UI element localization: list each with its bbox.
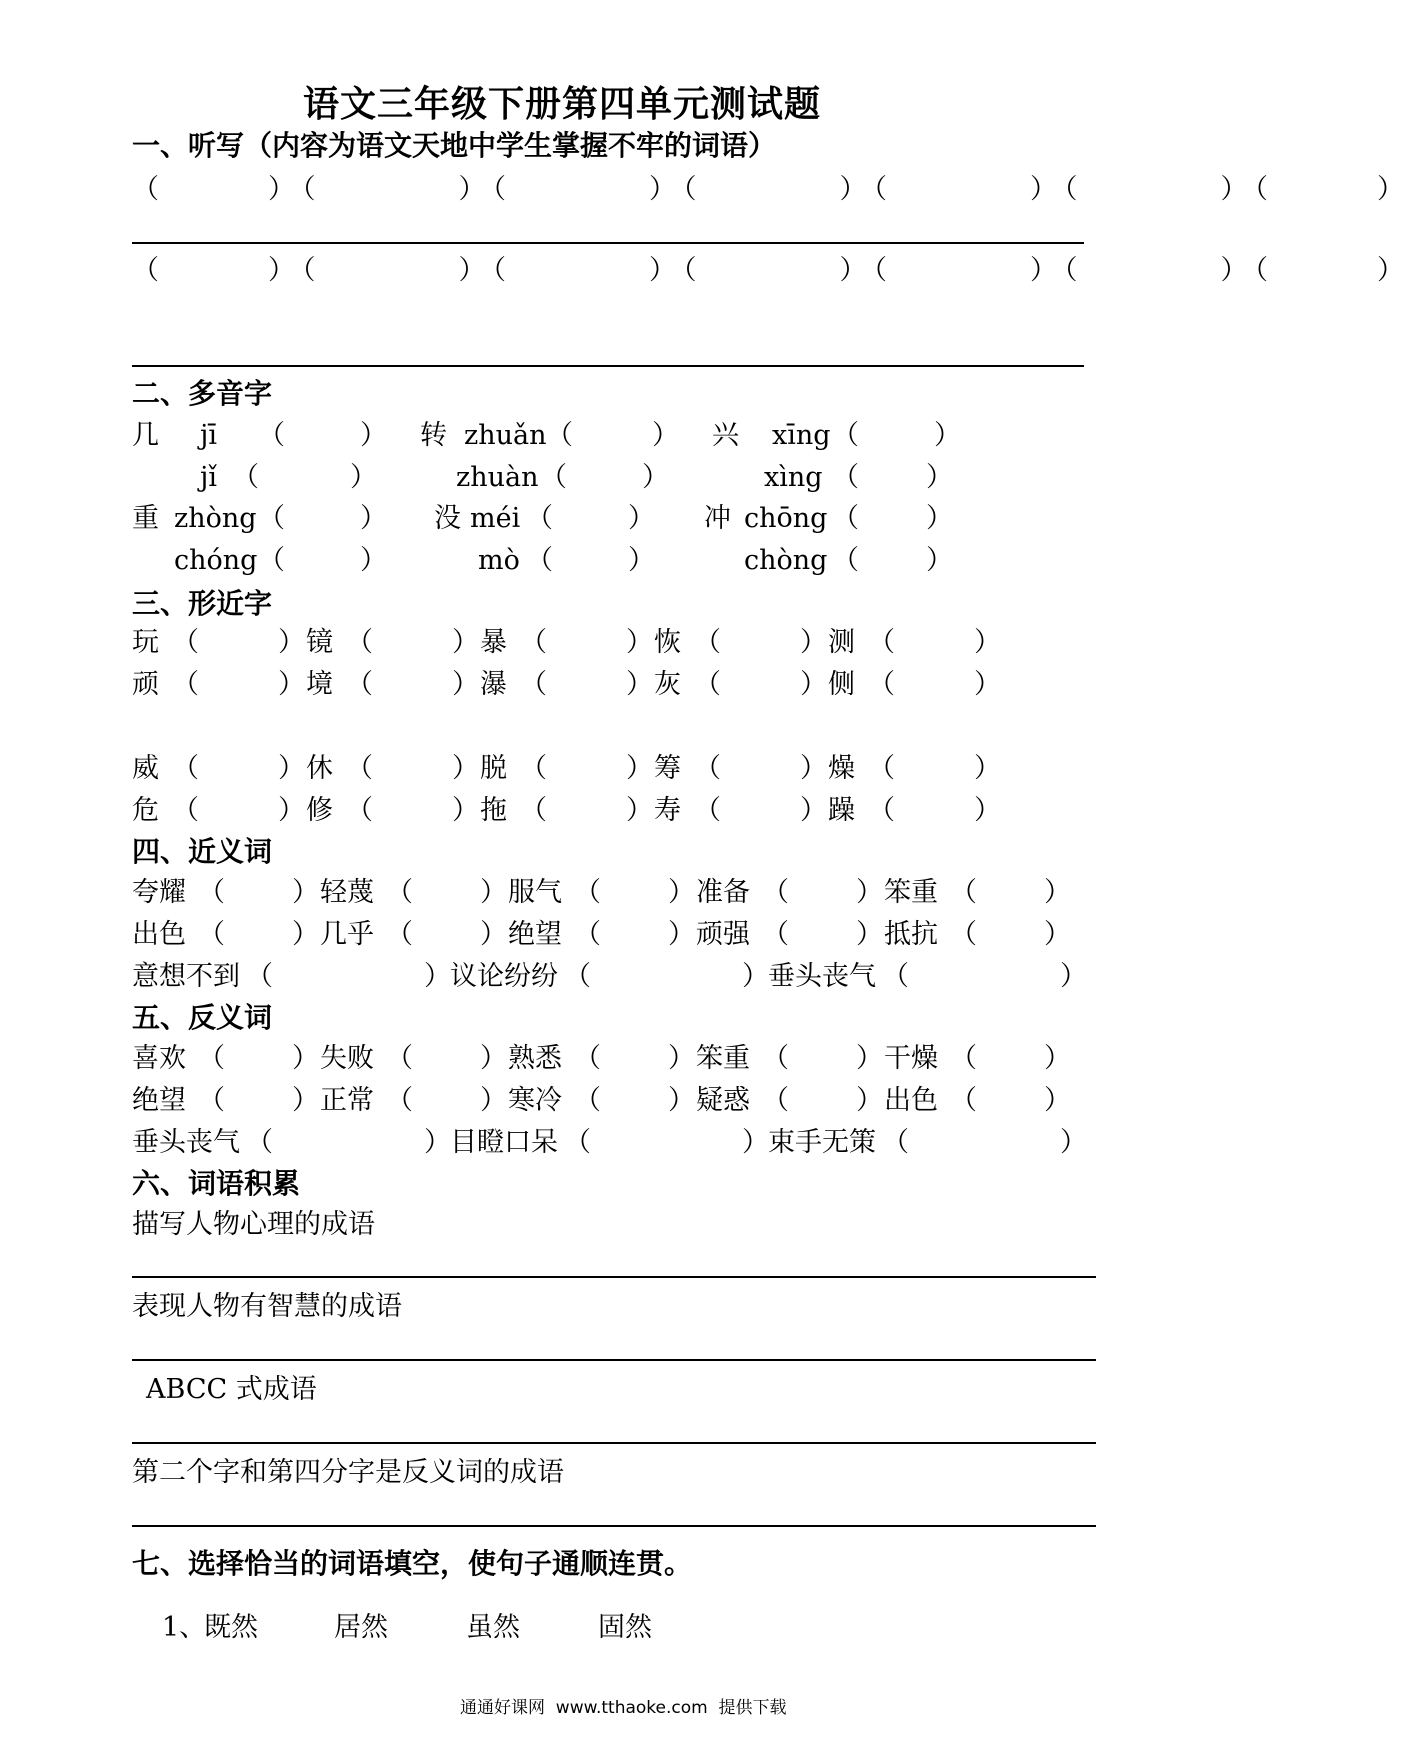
- paren-open: （: [762, 1043, 789, 1074]
- paren-open: （: [694, 795, 721, 826]
- similar-char: 玩: [132, 627, 159, 658]
- paren-close: ）: [452, 669, 479, 700]
- paren-open: （: [346, 753, 373, 784]
- paren-open: （: [520, 627, 547, 658]
- paren-open: （: [868, 753, 895, 784]
- paren-close: ）: [742, 961, 769, 992]
- word: 出色: [884, 1085, 938, 1116]
- paren-open: （: [950, 1043, 977, 1074]
- paren-close: ）: [480, 919, 507, 950]
- word: 垂头丧气: [768, 961, 876, 992]
- page-title: 语文三年级下册第四单元测试题: [303, 83, 822, 125]
- word: 喜欢: [132, 1043, 186, 1074]
- paren-open: （: [950, 1085, 977, 1116]
- word-option: 居然: [334, 1612, 388, 1643]
- paren-close: ）: [974, 669, 1001, 700]
- paren-close: ）: [452, 795, 479, 826]
- poly-char: 冲: [704, 503, 731, 534]
- paren-close: ）: [668, 877, 695, 908]
- word-option: 既然: [204, 1612, 258, 1643]
- poly-pinyin: jī: [200, 420, 218, 451]
- word: 出色: [132, 919, 186, 950]
- similar-char: 拖: [480, 795, 507, 826]
- paren-close: ）: [668, 1085, 695, 1116]
- paren-close: ）: [292, 877, 319, 908]
- word: 正常: [320, 1085, 374, 1116]
- word: 束手无策: [768, 1127, 876, 1158]
- paren-open: （: [346, 627, 373, 658]
- paren-close: ）: [800, 669, 827, 700]
- paren-close: ）: [480, 1085, 507, 1116]
- poly-pinyin: xìng: [764, 462, 823, 493]
- paren-close: ）: [424, 1127, 451, 1158]
- paren-open: （: [950, 877, 977, 908]
- paren-close: ）: [480, 877, 507, 908]
- word: 垂头丧气: [132, 1127, 240, 1158]
- paren-open: （: [198, 1043, 225, 1074]
- paren-close: ）: [974, 627, 1001, 658]
- poly-pinyin: zhòng: [174, 503, 257, 534]
- poly-pinyin: xīng: [772, 420, 831, 451]
- paren-open: （: [694, 627, 721, 658]
- word: 抵抗: [884, 919, 938, 950]
- paren-close: ）: [278, 669, 305, 700]
- section-heading-fill-in: 七、选择恰当的词语填空，使句子通顺连贯。: [132, 1547, 693, 1580]
- paren-open: （: [694, 669, 721, 700]
- paren-open: （: [762, 1085, 789, 1116]
- poly-pinyin: jǐ: [200, 462, 218, 493]
- answer-line: [132, 1276, 1096, 1278]
- paren-open: （: [564, 961, 591, 992]
- paren-close: ）: [800, 627, 827, 658]
- paren-close: ）: [626, 627, 653, 658]
- paren-open: （: [198, 1085, 225, 1116]
- similar-char: 躁: [828, 795, 855, 826]
- paren-open: （: [868, 669, 895, 700]
- paren-open: （: [386, 1043, 413, 1074]
- word: 笨重: [884, 877, 938, 908]
- paren-close: ）: [1044, 919, 1071, 950]
- vocab-prompt-1: 描写人物心理的成语: [132, 1209, 375, 1240]
- paren-open: （: [386, 877, 413, 908]
- similar-char: 脱: [480, 753, 507, 784]
- writing-line: [132, 242, 1084, 244]
- paren-open: （: [868, 627, 895, 658]
- paren-close: ）: [626, 669, 653, 700]
- paren-open: （: [172, 627, 199, 658]
- page-footer: 通通好课网 www.tthaoke.com 提供下载: [460, 1698, 787, 1718]
- similar-char: 燥: [828, 753, 855, 784]
- question-number: 1、: [162, 1612, 207, 1643]
- answer-line: [132, 1525, 1096, 1527]
- answer-line: [132, 1359, 1096, 1361]
- poly-pinyin: chōng: [744, 503, 828, 534]
- poly-pinyin: chòng: [744, 545, 828, 576]
- paren-close: ）: [668, 919, 695, 950]
- word: 夸耀: [132, 877, 186, 908]
- paren-open: （: [574, 877, 601, 908]
- paren-close: ）: [668, 1043, 695, 1074]
- paren-open: （: [346, 669, 373, 700]
- paren-open: （: [246, 961, 273, 992]
- answer-line: [132, 1442, 1096, 1444]
- paren-open: （: [198, 919, 225, 950]
- paren-open: （: [386, 1085, 413, 1116]
- paren-close: ）: [292, 1085, 319, 1116]
- paren-close: ）: [278, 795, 305, 826]
- poly-pinyin: zhuàn: [456, 462, 539, 493]
- section-heading-dictation: 一、听写（内容为语文天地中学生掌握不牢的词语）: [132, 129, 777, 162]
- section-heading-vocabulary: 六、词语积累: [132, 1167, 301, 1200]
- word: 准备: [696, 877, 750, 908]
- paren-open: （: [172, 795, 199, 826]
- similar-char: 顽: [132, 669, 159, 700]
- paren-close: ）: [424, 961, 451, 992]
- paren-open: （: [950, 919, 977, 950]
- section-heading-antonyms: 五、反义词: [132, 1001, 273, 1034]
- word: 轻蔑: [320, 877, 374, 908]
- word: 寒冷: [508, 1085, 562, 1116]
- paren-close: ）: [626, 753, 653, 784]
- poly-pinyin: mò: [478, 545, 520, 576]
- paren-close: ）: [278, 753, 305, 784]
- similar-char: 镜: [306, 627, 333, 658]
- similar-char: 侧: [828, 669, 855, 700]
- paren-open: （: [882, 1127, 909, 1158]
- paren-close: ）: [974, 753, 1001, 784]
- similar-char: 恢: [654, 627, 681, 658]
- word: 议论纷纷: [450, 961, 558, 992]
- paren-close: ）: [452, 753, 479, 784]
- paren-open: （: [564, 1127, 591, 1158]
- word: 顽强: [696, 919, 750, 950]
- similar-char: 休: [306, 753, 333, 784]
- word: 失败: [320, 1043, 374, 1074]
- word: 意想不到: [132, 961, 240, 992]
- paren-close: ）: [452, 627, 479, 658]
- paren-close: ）: [856, 919, 883, 950]
- word: 服气: [508, 877, 562, 908]
- vocab-prompt-4: 第二个字和第四分字是反义词的成语: [132, 1457, 564, 1488]
- paren-close: ）: [626, 795, 653, 826]
- word: 熟悉: [508, 1043, 562, 1074]
- paren-open: （: [694, 753, 721, 784]
- paren-open: （: [762, 877, 789, 908]
- paren-close: ）: [292, 1043, 319, 1074]
- section-heading-synonyms: 四、近义词: [132, 835, 273, 868]
- paren-close: ）: [1060, 961, 1087, 992]
- paren-open: （: [574, 1085, 601, 1116]
- paren-open: （: [520, 669, 547, 700]
- paren-open: （: [346, 795, 373, 826]
- paren-close: ）: [856, 877, 883, 908]
- paren-close: ）: [742, 1127, 769, 1158]
- vocab-prompt-3: ABCC 式成语: [146, 1374, 317, 1405]
- paren-close: ）: [1044, 877, 1071, 908]
- paren-open: （: [520, 753, 547, 784]
- paren-open: （: [762, 919, 789, 950]
- paren-open: （: [574, 1043, 601, 1074]
- similar-char: 寿: [654, 795, 681, 826]
- paren-close: ）: [278, 627, 305, 658]
- paren-close: ）: [800, 795, 827, 826]
- word-option: 固然: [598, 1612, 652, 1643]
- writing-line: [132, 365, 1084, 367]
- similar-char: 暴: [480, 627, 507, 658]
- paren-close: ）: [856, 1043, 883, 1074]
- similar-char: 威: [132, 753, 159, 784]
- word: 绝望: [508, 919, 562, 950]
- poly-pinyin: méi: [470, 503, 521, 534]
- word: 目瞪口呆: [450, 1127, 558, 1158]
- poly-pinyin: chóng: [174, 545, 258, 576]
- vocab-prompt-2: 表现人物有智慧的成语: [132, 1291, 402, 1322]
- poly-char: 转: [420, 420, 447, 451]
- poly-char: 重: [132, 503, 159, 534]
- dictation-row-1: （ ）（ ）（ ）（ ）（ ）（ ）（ ）: [132, 174, 1411, 205]
- word: 几乎: [320, 919, 374, 950]
- similar-char: 筹: [654, 753, 681, 784]
- similar-char: 瀑: [480, 669, 507, 700]
- dictation-row-2: （ ）（ ）（ ）（ ）（ ）（ ）（ ）: [132, 255, 1411, 286]
- paren-open: （: [172, 753, 199, 784]
- paren-open: （: [172, 669, 199, 700]
- paren-close: ）: [480, 1043, 507, 1074]
- section-heading-similar-chars: 三、形近字: [132, 587, 273, 620]
- paren-open: （: [246, 1127, 273, 1158]
- paren-open: （: [868, 795, 895, 826]
- word: 疑惑: [696, 1085, 750, 1116]
- paren-open: （: [574, 919, 601, 950]
- paren-open: （: [520, 795, 547, 826]
- poly-char: 兴: [712, 420, 739, 451]
- similar-char: 测: [828, 627, 855, 658]
- poly-char: 没: [434, 503, 461, 534]
- similar-char: 修: [306, 795, 333, 826]
- paren-open: （: [386, 919, 413, 950]
- paren-open: （: [882, 961, 909, 992]
- paren-close: ）: [856, 1085, 883, 1116]
- similar-char: 危: [132, 795, 159, 826]
- paren-close: ）: [800, 753, 827, 784]
- section-heading-polyphonic: 二、多音字: [132, 377, 273, 410]
- paren-close: ）: [292, 919, 319, 950]
- paren-open: （: [198, 877, 225, 908]
- similar-char: 境: [306, 669, 333, 700]
- word-option: 虽然: [466, 1612, 520, 1643]
- word: 绝望: [132, 1085, 186, 1116]
- word: 笨重: [696, 1043, 750, 1074]
- paren-close: ）: [1060, 1127, 1087, 1158]
- paren-close: ）: [974, 795, 1001, 826]
- word: 干燥: [884, 1043, 938, 1074]
- poly-char: 几: [132, 420, 159, 451]
- paren-close: ）: [1044, 1043, 1071, 1074]
- paren-close: ）: [1044, 1085, 1071, 1116]
- similar-char: 灰: [654, 669, 681, 700]
- poly-pinyin: zhuǎn: [464, 420, 547, 451]
